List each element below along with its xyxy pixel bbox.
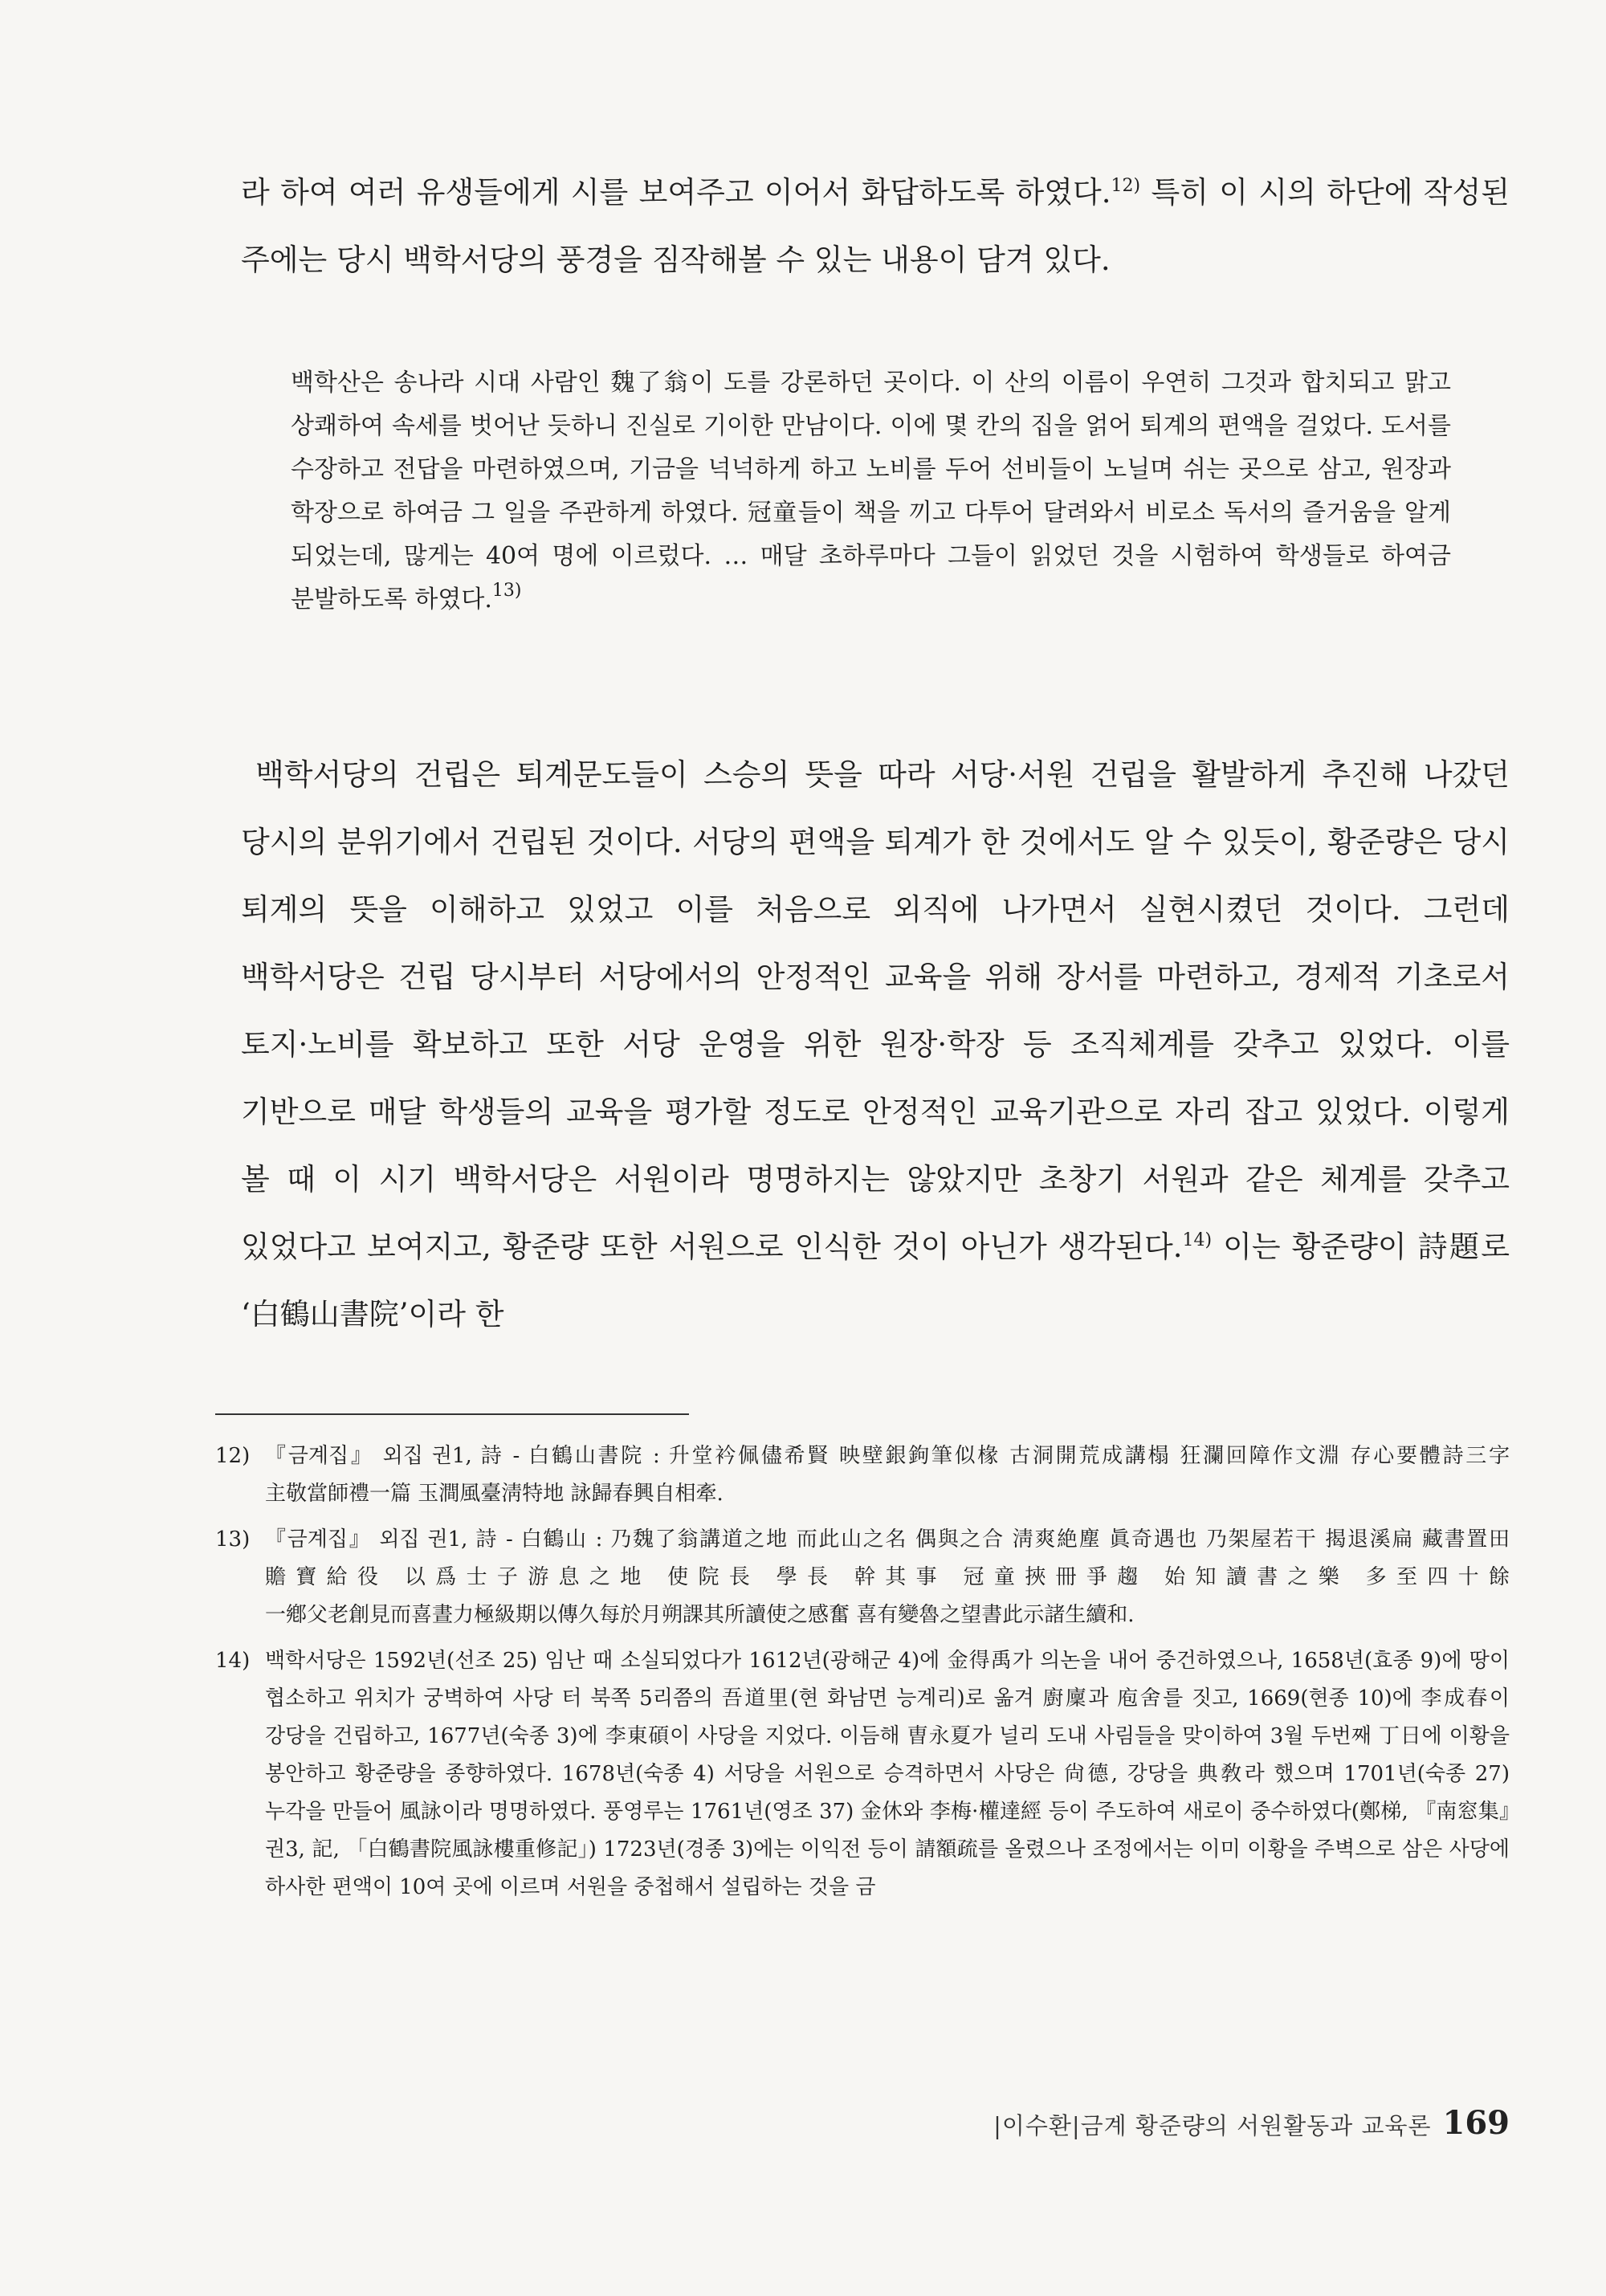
footnote-text: 『금계집』 외집 권1, 詩 - 白鶴山書院 : 升堂衿佩儘希賢 映壁銀鉤筆似椽 古洞開荒成講榻 狂瀾回障作文淵 存心要體詩三字 主敬當師禮一篇 玉澗風臺淸特地 詠歸春興自相牽.	[265, 1444, 1510, 1506]
paragraph-text: 백학서당의 건립은 퇴계문도들이 스승의 뜻을 따라 서당·서원 건립을 활발하게 추진해 나갔던 당시의 분위기에서 건립된 것이다. 서당의 편액을 퇴계가 한 것에서도 알 수 있듯이, 황준량은 당시 퇴계의 뜻을 이해하고 있었고 이를 처음으로 외직에 나가면서 실현시켰던 것이다. 그런데 백학서당은 건립 당시부터 서당에서의 안정적인 교육을 위해 장서를 마련하고, 경제적 기초로서 토지·노비를 확보하고 또한 서당 운영을 위한 원장·학장 등 조직체계를 갖추고 있었다. 이를 기반으로 매달 학생들의 교육을 평가할 정도로 안정적인 교육기관으로 자리 잡고 있었다. 이렇게 볼 때 이 시기 백학서당은 서원이라 명명하지는 않았지만 초창기 서원과 같은 체계를 갖추고 있었다고 보여지고, 황준량 또한 서원으로 인식한 것이 아닌가 생각된다.	[241, 757, 1510, 1264]
footnote-text: 백학서당은 1592년(선조 25) 임난 때 소실되었다가 1612년(광해군 4)에 金得禹가 의논을 내어 중건하였으나, 1658년(효종 9)에 땅이 협소하고 위치가 궁벽하여 사당 터 북쪽 5리쯤의 吾道里(현 화남면 능계리)로 옮겨 廚廩과 庖舍를 짓고, 1669(현종 10)에 李成春이 강당을 건립하고, 1677년(숙종 3)에 李東碩이 사당을 지었다. 이듬해 曺永夏가 널리 도내 사림들을 맞이하여 3월 두번째 丁日에 이황을 봉안하고 황준량을 종향하였다. 1678년(숙종 4) 서당을 서원으로 승격하면서 사당은 尙德, 강당을 典敎라 했으며 1701년(숙종 27) 누각을 만들어 風詠이라 명명하였다. 풍영루는 1761년(영조 37) 金休와 李梅·權達經 등이 주도하여 새로이 중수하였다(鄭梯, 『南窓集』권3, 記, 「白鶴書院風詠樓重修記」) 1723년(경종 3)에는 이익전 등이 請額疏를 올렸으나 조정에서는 이미 이황을 주벽으로 삼은 사당에 하사한 편액이 10여 곳에 이르며 서원을 중첩해서 설립하는 것을 금	[265, 1649, 1510, 1899]
footnote-ref-14: 14)	[1182, 1230, 1213, 1250]
footnote-number: 14)	[215, 1649, 251, 1673]
footnote-number: 12)	[215, 1444, 251, 1468]
paragraph-text: 이는 황준량이 詩題로 ‘白鶴山書院’이라 한	[241, 1230, 1510, 1332]
body-paragraph-1	[241, 159, 1510, 294]
running-title: |이수환|금계 황준량의 서원활동과 교육론	[993, 2112, 1432, 2139]
footnote-ref-12: 12)	[1111, 176, 1141, 196]
footnote-text: 『금계집』 외집 권1, 詩 - 白鶴山 : 乃魏了翁講道之地 而此山之名 偶與之合 淸爽絶塵 眞奇遇也 乃架屋若干 揭退溪扁 藏書置田 贍寶給役 以爲士子游息之地 使院長 學長 幹其事 冠童挾冊爭趨 始知讀書之樂 多至四十餘 一鄕父老創見而喜晝力極級期以傳久每於月朔課其所讀使之感奮 喜有變魯之望書此示諸生續和.	[265, 1527, 1510, 1627]
page-number: 169	[1442, 2104, 1510, 2142]
footnote-item	[215, 1521, 1510, 1634]
footnote-item	[215, 1642, 1510, 1907]
footnote-ref-13: 13)	[491, 581, 522, 601]
paragraph-text: 특히 이 시의 하단에 작성된 주에는 당시 백학서당의 풍경을 짐작해볼 수 있는 내용이 담겨 있다.	[241, 175, 1510, 277]
footnote-divider	[215, 1413, 689, 1415]
page-footer	[993, 2104, 1510, 2142]
footnotes	[215, 1438, 1510, 1915]
paragraph-text: 라 하여 여러 유생들에게 시를 보여주고 이어서 화답하도록 하였다.	[241, 175, 1111, 210]
footnote-number: 13)	[215, 1527, 251, 1552]
block-quote	[291, 361, 1451, 622]
body-paragraph-2	[241, 741, 1510, 1348]
footnote-item	[215, 1438, 1510, 1513]
quote-text: 백학산은 송나라 시대 사람인 魏了翁이 도를 강론하던 곳이다. 이 산의 이름이 우연히 그것과 합치되고 맑고 상쾌하여 속세를 벗어난 듯하니 진실로 기이한 만남이다. 이에 몇 칸의 집을 얽어 퇴계의 편액을 걸었다. 도서를 수장하고 전답을 마련하였으며, 기금을 넉넉하게 하고 노비를 두어 선비들이 노닐며 쉬는 곳으로 삼고, 원장과 학장으로 하여금 그 일을 주관하게 하였다. 冠童들이 책을 끼고 다투어 달려와서 비로소 독서의 즐거움을 알게 되었는데, 많게는 40여 명에 이르렀다. … 매달 초하루마다 그들이 읽었던 것을 시험하여 학생들로 하여금 분발하도록 하였다.	[291, 369, 1451, 614]
